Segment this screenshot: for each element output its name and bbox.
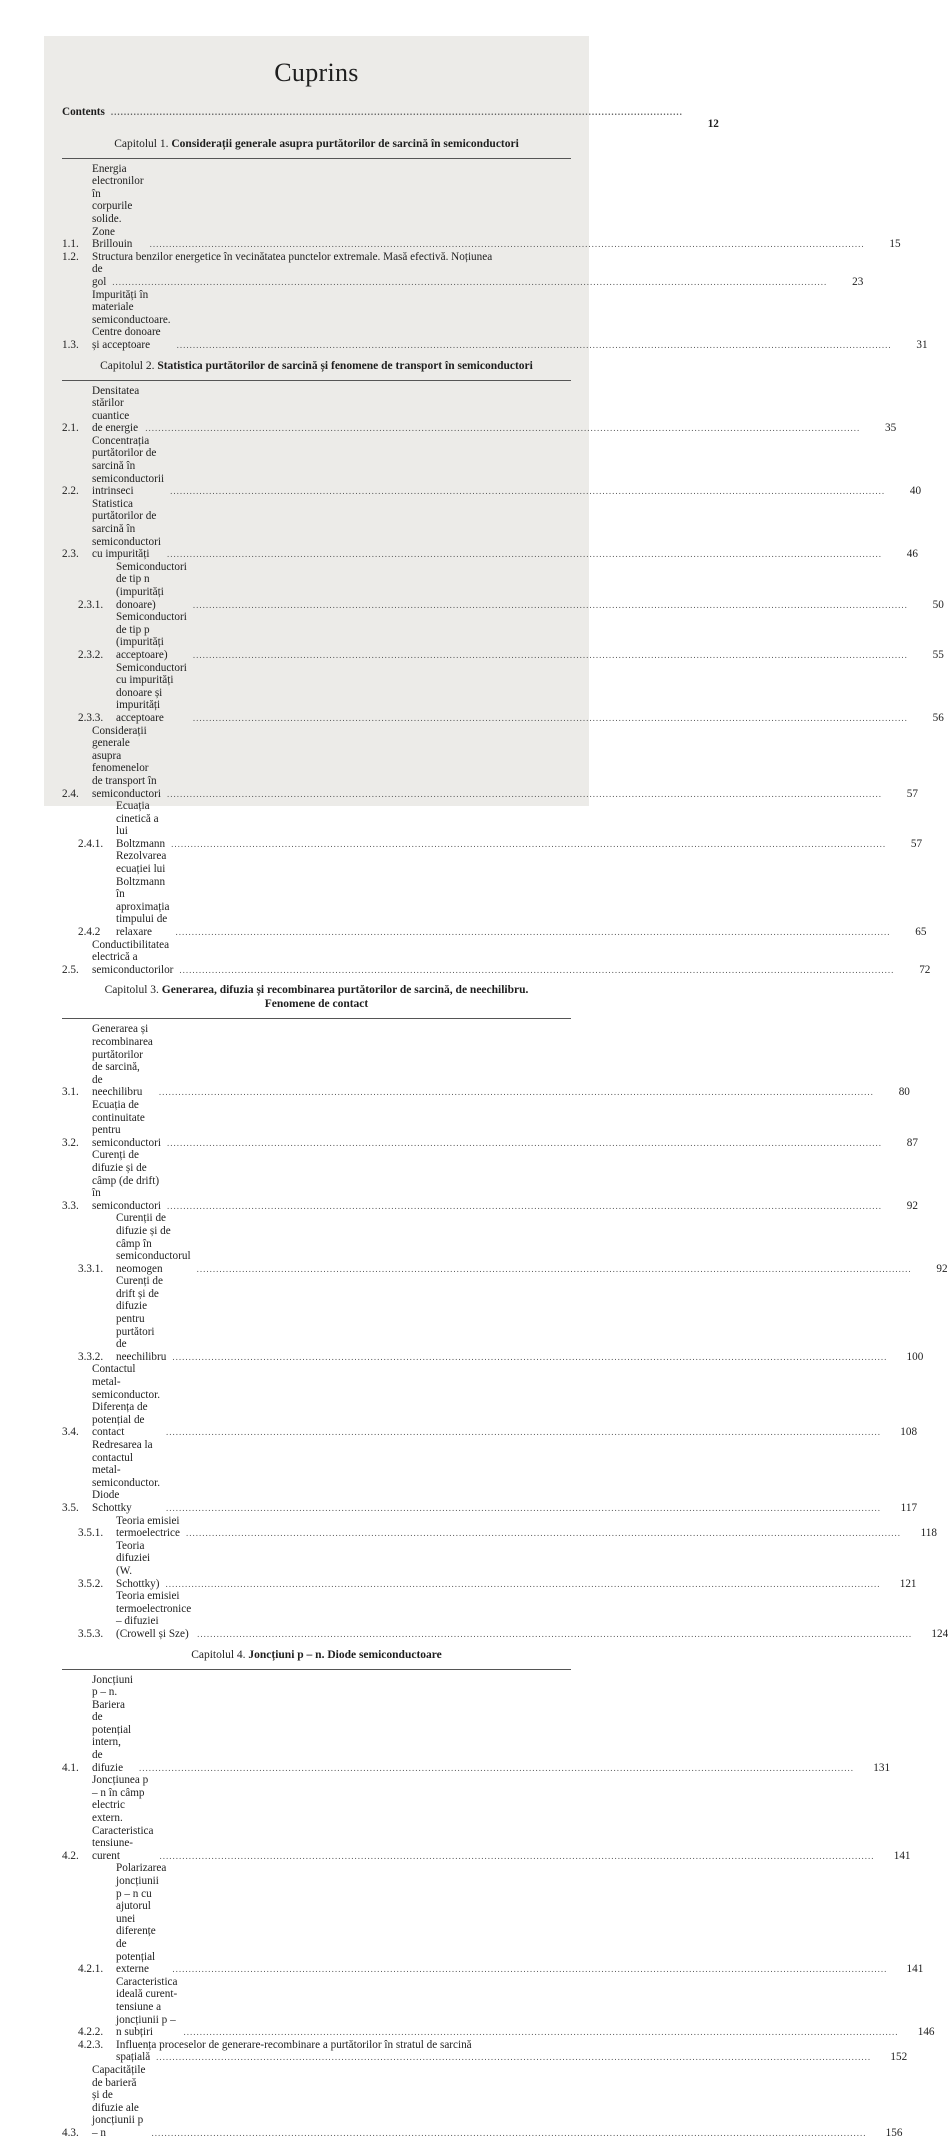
entry-page: 92 bbox=[936, 1262, 948, 1275]
leader-dots: ............................................................................................................................................................................................................................ bbox=[139, 1762, 855, 1773]
entry-number: 4.2.1. bbox=[78, 1963, 104, 1976]
chapter-title-line2: Fenomene de contact bbox=[264, 998, 369, 1011]
entry-title: Impurități în materiale semiconductoare. Centre donoare și acceptoare bbox=[92, 288, 171, 351]
entry-page: 31 bbox=[916, 338, 928, 351]
chapter-heading bbox=[62, 359, 571, 373]
entry-page: 118 bbox=[920, 1527, 937, 1540]
entry-page: 124 bbox=[931, 1627, 948, 1640]
entry-number: 2.2. bbox=[62, 485, 79, 498]
entry-number: 4.2.2. bbox=[78, 2026, 104, 2039]
chapter-prefix: Capitolul 2. bbox=[100, 359, 155, 372]
chapter-prefix: Capitolul 4. bbox=[191, 1648, 246, 1661]
chapter-title: Joncțiuni p – n. Diode semiconductoare bbox=[248, 1648, 442, 1661]
entry-title: Redresarea la contactul metal-semiconductor. Diode Schottky bbox=[92, 1439, 161, 1514]
entry-number: 3.5.1. bbox=[78, 1527, 104, 1540]
entry-number: 2.3.1. bbox=[78, 598, 104, 611]
entry-page: 117 bbox=[900, 1501, 918, 1514]
entry-page: 35 bbox=[885, 422, 897, 435]
leader-dots: ............................................................................................................................................................................................................................ bbox=[166, 1200, 882, 1211]
entry-title: Polarizarea joncțiunii p – n cu ajutorul unei diferențe de potențial externe bbox=[116, 1862, 167, 1976]
entry-number: 3.3.2. bbox=[78, 1350, 104, 1363]
leader-dots: ............................................................................................................................................................................................................................ bbox=[192, 649, 908, 660]
leader-dots: ............................................................................................................................................................................................................................ bbox=[151, 2127, 867, 2138]
entry-title: Energia electronilor în corpurile solide. Zone Brillouin bbox=[92, 162, 144, 251]
leader-dots: ............................................................................................................................................................................................................................ bbox=[166, 788, 882, 799]
leader-dots: ............................................................................................................................................................................................................................ bbox=[197, 1628, 913, 1639]
toc-entry bbox=[62, 1774, 911, 1862]
leader-dots: ............................................................................................................................................................................................................................ bbox=[158, 1087, 874, 1098]
toc-entry-continuation bbox=[62, 263, 864, 288]
chapter-heading bbox=[62, 1648, 571, 1662]
entry-page: 87 bbox=[906, 1136, 918, 1149]
leader-dots: ............................................................................................................................................................................................................................ bbox=[170, 486, 886, 497]
leader-dots: ............................................................................................................................................................................................................................ bbox=[176, 339, 892, 350]
entry-page: 72 bbox=[919, 963, 931, 976]
entry-number: 3.3. bbox=[62, 1199, 79, 1212]
toc-entry bbox=[62, 661, 944, 725]
leader-dots: ............................................................................................................................................................................................................................ bbox=[192, 599, 908, 610]
toc-chapters bbox=[62, 137, 948, 2139]
entry-number: 2.1. bbox=[62, 422, 79, 435]
toc-entry bbox=[62, 1590, 948, 1640]
leader-dots: ............................................................................................................................................................................................................................ bbox=[171, 838, 887, 849]
entry-page: 50 bbox=[932, 598, 944, 611]
toc-entry bbox=[62, 560, 944, 611]
leader-dots: ............................................................................................................................................................................................................................ bbox=[166, 1502, 882, 1513]
entry-title: Conductibilitatea electrică a semiconductorilor bbox=[92, 938, 174, 976]
toc-entry-continuation bbox=[62, 2051, 908, 2064]
entry-title: Teoria emisiei termoelectrice bbox=[116, 1514, 180, 1540]
leader-dots: ............................................................................................................................................................................................................................ bbox=[172, 1964, 888, 1975]
toc-entry bbox=[62, 850, 927, 939]
entry-title: Contactul metal-semiconductor. Diferența de potențial de contact bbox=[92, 1363, 161, 1439]
leader-dots: ............................................................................................................................................................................................................................ bbox=[183, 2027, 899, 2038]
entry-page: 156 bbox=[885, 2126, 903, 2139]
entry-title: Concentrația purtătorilor de sarcină în semiconductorii intrinseci bbox=[92, 434, 165, 498]
toc-entry bbox=[62, 1862, 924, 1976]
divider bbox=[62, 158, 571, 159]
leader-dots: ............................................................................................................................................................................................................................ bbox=[196, 1263, 912, 1274]
entry-number: 2.3. bbox=[62, 548, 79, 561]
entry-number: 2.5. bbox=[62, 963, 79, 976]
entry-title: Teoria difuziei (W. Schottky) bbox=[116, 1539, 160, 1590]
leader-dots: ............................................................................................................................................................................................................................ bbox=[185, 1528, 901, 1539]
entry-page: 57 bbox=[910, 837, 923, 850]
leader-dots: ............................................................................................................................................................................................................................ bbox=[192, 712, 908, 723]
entry-number: 4.2. bbox=[62, 1849, 79, 1862]
entry-title: Influența proceselor de generare-recombinare a purtătorilor în stratul de sarcină bbox=[116, 2038, 472, 2051]
entry-page: 146 bbox=[917, 2026, 935, 2039]
entry-page: 121 bbox=[899, 1577, 917, 1590]
chapter-title: Generarea, difuzia și recombinarea purtătorilor de sarcină, de neechilibru. bbox=[161, 984, 529, 997]
entry-title: Ecuația de continuitate pentru semiconductori bbox=[92, 1098, 161, 1149]
leader-dots: ............................................................................................................................................................................................................................ bbox=[166, 1137, 882, 1148]
toc-entry bbox=[62, 1023, 910, 1099]
leader-dots: ............................................................................................................................................................................................................................ bbox=[179, 964, 895, 975]
entry-title: Rezolvarea ecuației lui Boltzmann în aproximația timpului de relaxare bbox=[116, 850, 170, 939]
leader-dots: ............................................................................................................................................................................................................................ bbox=[156, 2052, 872, 2063]
leader-dots: ............................................................................................................................................................................................................................ bbox=[112, 276, 828, 287]
entry-title: Structura benzilor energetice în vecinătatea punctelor extremale. Masă efectivă. Noțiunea bbox=[92, 250, 493, 263]
leader-dots: ................................................................................................................................................................................ bbox=[110, 107, 683, 117]
entry-title: Teoria emisiei termoelectronice – difuziei (Crowell și Sze) bbox=[116, 1590, 192, 1640]
divider bbox=[62, 380, 571, 381]
chapter-title: Statistica purtătorilor de sarcină și fenomene de transport în semiconductori bbox=[157, 359, 533, 372]
entry-title: Generarea și recombinarea purtătorilor de sarcină, de neechilibru bbox=[92, 1023, 153, 1099]
chapter-prefix: Capitolul 1. bbox=[114, 137, 169, 150]
toc-entry bbox=[62, 611, 944, 661]
entry-title: Curenții de difuzie și de câmp în semiconductorul neomogen bbox=[116, 1212, 191, 1275]
entry-title: Semiconductori cu impurități donoare și impurități acceptoare bbox=[116, 661, 187, 724]
entry-number: 3.1. bbox=[62, 1086, 79, 1099]
entry-title: Curenți de difuzie și de câmp (de drift) în semiconductori bbox=[92, 1149, 161, 1212]
contents-page: 12 bbox=[707, 118, 719, 130]
toc-entry bbox=[62, 800, 923, 850]
entry-title: Considerații generale asupra fenomenelor de transport în semiconductori bbox=[92, 724, 161, 800]
entry-title: Capacitățile de barieră și de difuzie ale joncțiunii p – n bbox=[92, 2063, 146, 2139]
entry-page: 55 bbox=[932, 648, 944, 661]
entry-page: 80 bbox=[898, 1086, 910, 1099]
divider bbox=[62, 1669, 571, 1670]
toc-entry bbox=[62, 1539, 917, 1590]
entry-number: 2.3.3. bbox=[78, 711, 104, 724]
entry-title: Joncțiunea p – n în câmp electric extern. Caracteristica tensiune-curent bbox=[92, 1774, 154, 1862]
entry-title-continuation: de gol bbox=[92, 263, 107, 288]
entry-number: 1.2. bbox=[62, 250, 79, 263]
entry-page: 92 bbox=[906, 1199, 918, 1212]
entry-page: 56 bbox=[932, 711, 944, 724]
entry-page: 65 bbox=[915, 926, 927, 939]
leader-dots: ............................................................................................................................................................................................................................ bbox=[172, 1351, 888, 1362]
entry-number: 4.1. bbox=[62, 1761, 79, 1774]
entry-number: 3.3.1. bbox=[78, 1262, 104, 1275]
chapter-heading bbox=[62, 137, 571, 151]
entry-number: 3.2. bbox=[62, 1136, 79, 1149]
entry-title: Densitatea stărilor cuantice de energie bbox=[92, 384, 140, 435]
leader-dots: ............................................................................................................................................................................................................................ bbox=[175, 927, 891, 938]
chapter-prefix: Capitolul 3. bbox=[104, 984, 159, 997]
entry-page: 46 bbox=[906, 548, 918, 561]
entry-number: 3.4. bbox=[62, 1426, 79, 1439]
leader-dots: ............................................................................................................................................................................................................................ bbox=[149, 239, 865, 250]
entry-title-continuation: spațială bbox=[116, 2051, 151, 2064]
leader-dots: ............................................................................................................................................................................................................................ bbox=[159, 1850, 875, 1861]
toc-entry bbox=[62, 1439, 918, 1515]
entry-page: 15 bbox=[889, 238, 901, 251]
entry-number: 2.4. bbox=[62, 787, 79, 800]
toc-entry bbox=[62, 1673, 891, 1775]
toc-contents-row bbox=[62, 106, 719, 130]
toc-entry bbox=[62, 384, 897, 435]
toc-entry bbox=[62, 1098, 918, 1149]
entry-page: 141 bbox=[893, 1849, 911, 1862]
document-page bbox=[44, 36, 948, 2139]
entry-title: Statistica purtătorilor de sarcină în semiconductori cu impurități bbox=[92, 497, 161, 561]
entry-page: 40 bbox=[909, 485, 922, 498]
toc-entry bbox=[62, 1975, 935, 2039]
toc-entry bbox=[62, 251, 571, 264]
toc-entry bbox=[62, 1275, 924, 1363]
entry-title: Curenți de drift și de difuzie pentru purtători de neechilibru bbox=[116, 1275, 167, 1363]
entry-number: 2.4.1. bbox=[78, 837, 104, 850]
entry-title: Joncțiuni p – n. Bariera de potențial intern, de difuzie bbox=[92, 1673, 134, 1774]
toc-entry bbox=[62, 724, 918, 801]
entry-title: Caracteristica ideală curent-tensiune a joncțiunii p – n subțiri bbox=[116, 1975, 178, 2039]
entry-page: 131 bbox=[873, 1761, 891, 1774]
entry-number: 1.3. bbox=[62, 338, 79, 351]
entry-page: 100 bbox=[906, 1350, 924, 1363]
toc-entry bbox=[62, 434, 922, 498]
entry-title: Semiconductori de tip p (impurități acceptoare) bbox=[116, 611, 187, 661]
entry-number: 4.2.3. bbox=[78, 2038, 104, 2051]
chapter-title: Considerații generale asupra purtătorilor de sarcină în semiconductori bbox=[171, 137, 519, 150]
entry-number: 3.5.2. bbox=[78, 1577, 104, 1590]
divider bbox=[62, 1018, 571, 1019]
leader-dots: ............................................................................................................................................................................................................................ bbox=[165, 1578, 881, 1589]
entry-number: 2.4.2 bbox=[78, 926, 101, 939]
entry-page: 108 bbox=[900, 1426, 918, 1439]
chapter-heading bbox=[62, 983, 571, 1011]
entry-number: 3.5. bbox=[62, 1501, 79, 1514]
toc-entry bbox=[62, 288, 928, 352]
entry-number: 4.3. bbox=[62, 2126, 79, 2139]
leader-dots: ............................................................................................................................................................................................................................ bbox=[166, 549, 882, 560]
entry-page: 23 bbox=[852, 275, 864, 288]
entry-number: 1.1. bbox=[62, 238, 79, 251]
entry-title: Semiconductori de tip n (impurități donoare) bbox=[116, 560, 187, 611]
toc-entry bbox=[62, 162, 901, 251]
entry-page: 141 bbox=[906, 1963, 924, 1976]
entry-page: 152 bbox=[890, 2051, 908, 2064]
toc-entry bbox=[62, 1212, 948, 1275]
toc-entry bbox=[62, 1363, 918, 1439]
toc-entry bbox=[62, 2039, 571, 2052]
contents-label: Contents bbox=[62, 106, 105, 118]
leader-dots: ............................................................................................................................................................................................................................ bbox=[166, 1427, 882, 1438]
page-title: Cuprins bbox=[274, 58, 359, 87]
entry-title: Ecuația cinetică a lui Boltzmann bbox=[116, 800, 166, 850]
toc-entry bbox=[62, 1514, 937, 1540]
entry-number: 3.5.3. bbox=[78, 1627, 104, 1640]
entry-page: 57 bbox=[906, 787, 918, 800]
toc-entry bbox=[62, 938, 931, 977]
toc-entry bbox=[62, 2063, 903, 2139]
leader-dots: ............................................................................................................................................................................................................................ bbox=[145, 423, 861, 434]
toc-entry bbox=[62, 1149, 918, 1212]
entry-number: 2.3.2. bbox=[78, 648, 104, 661]
toc-entry bbox=[62, 497, 918, 561]
